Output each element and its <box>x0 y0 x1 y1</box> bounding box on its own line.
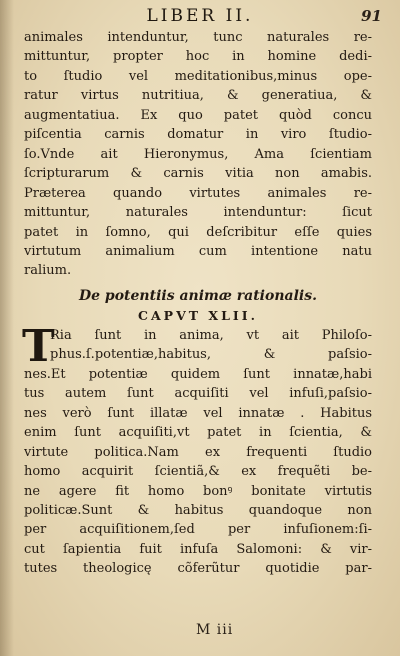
text-line: nes.Et potentiæ quidem ſunt innatæ,habi <box>24 366 372 382</box>
running-head <box>0 6 400 28</box>
chapter-heading: CAPVT XLII. <box>138 307 258 323</box>
text-line: augmentatiua. Ex quo patet quòd concu <box>24 107 372 123</box>
text-line: ne agere fit homo bonꝰ bonitate virtutis <box>24 483 372 499</box>
text-line: nes verò ſunt illatæ vel innatæ . Habitus <box>24 405 372 421</box>
text-line: virtutum animalium cum intentione natu <box>24 243 372 259</box>
text-line: ſo.Vnde ait Hieronymus, Ama ſcientiam <box>24 146 372 162</box>
drop-cap-letter: T <box>22 320 55 372</box>
text-line: to ſtudio vel meditationibus,minus ope- <box>24 68 372 84</box>
text-line: animales intenduntur, tunc naturales re- <box>24 30 372 45</box>
text-line: politicæ.Sunt & habitus quandoque non <box>24 502 372 518</box>
text-block <box>24 28 372 579</box>
text-line: tus autem ſunt acquiſiti vel infuſi,paſsio- <box>24 386 372 402</box>
signature-mark: M iii <box>196 622 234 638</box>
text-line: enim ſunt acquiſiti,vt patet in ſcientia, & <box>24 425 372 441</box>
dropcap-paragraph <box>22 320 372 372</box>
running-title: LIBER II. <box>146 6 254 26</box>
binding-shadow <box>0 0 14 656</box>
text-line: ſcripturarum & carnis vitia non amabis. <box>24 166 372 182</box>
text-line: patet in ſomno, qui deſcribitur eſſe quies <box>24 224 372 240</box>
text-line: phus.ſ.potentiæ,habitus, & paſsio- <box>50 347 372 363</box>
signature-line <box>0 622 400 644</box>
text-line: cut ſapientia fuit infuſa Salomoni: & vir- <box>24 541 372 557</box>
text-line: tutes theologicę cõferũtur quotidie par- <box>24 561 372 577</box>
text-line: mittuntur, propter hoc in homine dedi- <box>24 49 372 65</box>
text-line: mittuntur, naturales intenduntur: ſicut <box>24 205 372 221</box>
text-line: per acquiſitionem,ſed per infuſionem:ſi- <box>24 522 372 538</box>
text-line: piſcentia carnis domatur in viro ſtudio- <box>24 127 372 143</box>
text-line: ralium. <box>24 263 72 279</box>
text-line: ratur virtus nutritiua, & generatiua, & <box>24 88 372 104</box>
text-line: Ria ſunt in anima, vt ait Philoſo- <box>50 327 372 343</box>
text-line: Præterea quando virtutes animales re- <box>24 185 372 201</box>
text-line: virtute politica.Nam ex frequenti ſtudio <box>24 444 372 460</box>
page-number: 91 <box>361 7 382 25</box>
text-line: homo acquirit ſcientiã,& ex frequẽti be- <box>24 464 372 480</box>
section-heading: De potentiis animæ rationalis. <box>79 287 317 304</box>
